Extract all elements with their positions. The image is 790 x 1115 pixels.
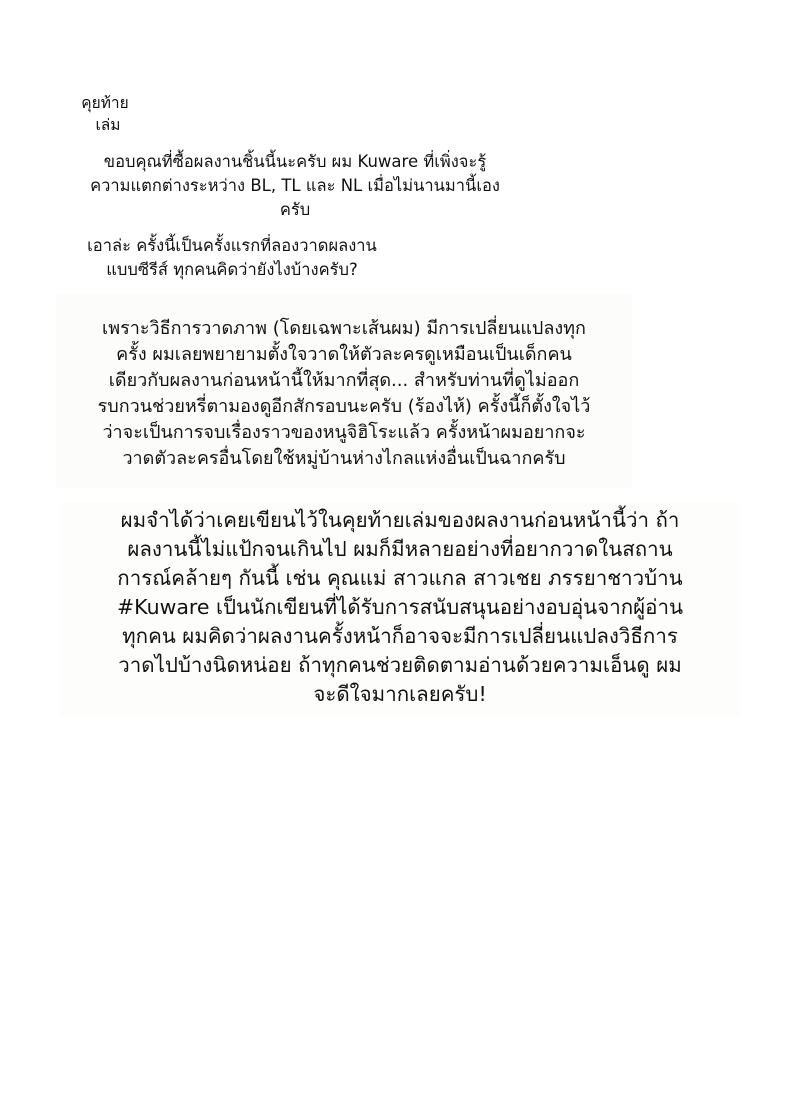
paragraph-line: ครับ [279, 200, 311, 219]
paragraph-line: เดียวกับผลงานก่อนหน้านี้ให้มากที่สุด... สำหรับท่านที่ดูไม่ออก [108, 370, 580, 391]
paragraph-line: ขอบคุณที่ซื้อผลงานชิ้นนี้นะครับ ผม Kuware ที่เพิ่งจะรู้ [103, 152, 487, 171]
thanks-paragraph [62, 150, 528, 222]
paragraph-line: ผมจำได้ว่าเคยเขียนไว้ในคุยท้ายเล่มของผลงานก่อนหน้านี้ว่า ถ้า [120, 508, 680, 532]
paragraph-line: ว่าจะเป็นการจบเรื่องราวของหนูจิฮิโระแล้ว ครั้งหน้าผมอยากจะ [102, 422, 586, 443]
drawing-style-paragraph [56, 294, 632, 488]
paragraph-line: #Kuware เป็นนักเขียนที่ได้รับการสนับสนุนอย่างอบอุ่นจากผู้อ่าน [117, 595, 683, 619]
paragraph-line: จะดีใจมากเลยครับ! [313, 682, 487, 706]
heading-line: เล่ม [95, 116, 121, 134]
closing-paragraph [60, 502, 740, 717]
paragraph-line: การณ์คล้ายๆ กันนี้ เช่น คุณแม่ สาวแกล สาวเชย ภรรยาชาวบ้าน [117, 566, 683, 590]
paragraph-line: รบกวนช่วยหรี่ตามองดูอีกสักรอบนะครับ (ร้องไห้) ครั้งนี้ก็ตั้งใจไว้ [97, 396, 591, 417]
paragraph-line: ทุกคน ผมคิดว่าผลงานครั้งหน้าก็อาจจะมีการเปลี่ยนแปลงวิธีการ [122, 624, 678, 648]
first-series-paragraph [62, 234, 402, 282]
afterword-heading [60, 92, 150, 136]
paragraph-line: เอาล่ะ ครั้งนี้เป็นครั้งแรกที่ลองวาดผลงาน [87, 236, 377, 255]
paragraph-line: ความแตกต่างระหว่าง BL, TL และ NL เมื่อไม่นานมานี้เอง [90, 176, 500, 195]
heading-line: คุยท้าย [81, 94, 129, 112]
paragraph-line: วาดตัวละครอื่นโดยใช้หมู่บ้านห่างไกลแห่งอื่นเป็นฉากครับ [122, 448, 566, 469]
paragraph-line: ผลงานนี้ไม่แป้กจนเกินไป ผมก็มีหลายอย่างที่อยากวาดในสถาน [127, 537, 673, 561]
paragraph-line: แบบซีรีส์ ทุกคนคิดว่ายังไงบ้างครับ? [106, 260, 358, 279]
paragraph-line: วาดไปบ้างนิดหน่อย ถ้าทุกคนช่วยติดตามอ่านด้วยความเอ็นดู ผม [118, 653, 682, 677]
paragraph-line: ครั้ง ผมเลยพยายามตั้งใจวาดให้ตัวละครดูเหมือนเป็นเด็กคน [116, 344, 572, 365]
paragraph-line: เพราะวิธีการวาดภาพ (โดยเฉพาะเส้นผม) มีการเปลี่ยนแปลงทุก [102, 318, 586, 339]
